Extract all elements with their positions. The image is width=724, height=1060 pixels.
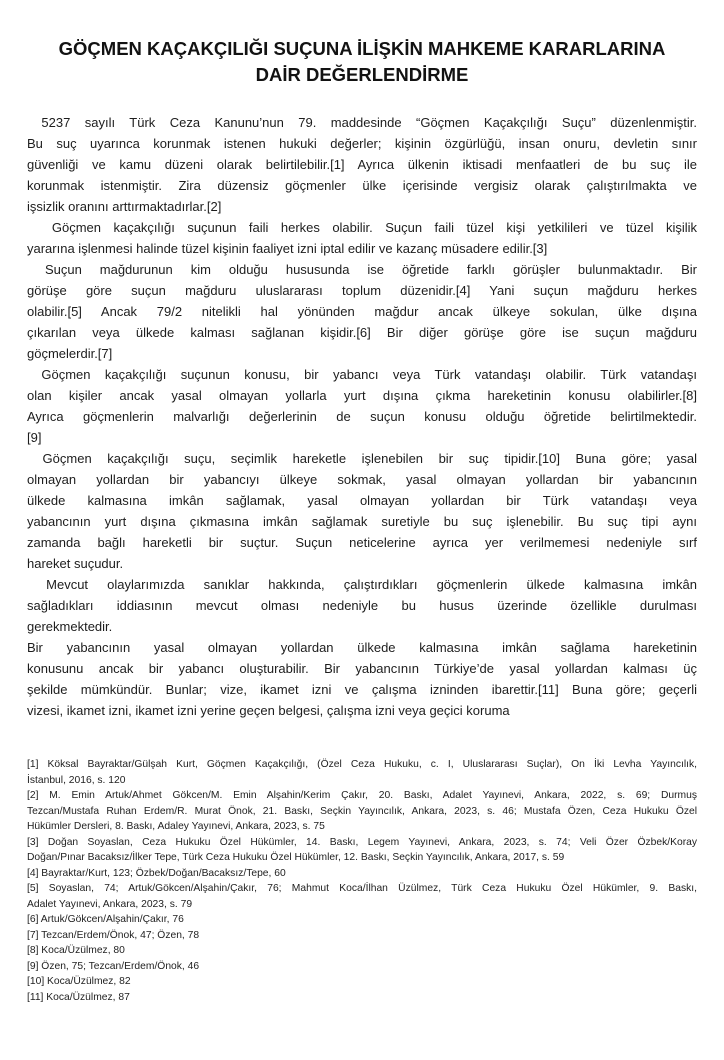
text-line: [9] — [27, 430, 42, 445]
text-line: Mevcut olaylarımızda sanıklar hakkında, çalıştırdıkları göçmenlerin ülkede kalmasına imkân — [27, 577, 697, 592]
paragraph — [27, 448, 697, 574]
page-body — [0, 36, 724, 1060]
text-line: Adalet Yayınevi, Ankara, 2023, s. 79 — [27, 898, 193, 910]
page-title: GÖÇMEN KAÇAKÇILIĞI SUÇUNA İLİŞKİN MAHKEME KARARLARINA DAİR DEĞERLENDİRME — [58, 38, 666, 85]
paragraph — [27, 637, 697, 721]
text-line: [10] Koca/Üzülmez, 82 — [27, 976, 131, 987]
text-line: sağladıkları iddiasının mevcut olması nedeniyle bu husus üzerinde özellikle durulması — [27, 598, 697, 613]
text-line: Suçun mağdurunun kim olduğu hususunda ise öğretide farklı görüşler bulunmaktadır. Bir — [27, 262, 697, 277]
text-line: yararına işlenmesi halinde tüzel kişinin faaliyet izni iptal edilir ve kazanç müsadere edilir.[3] — [27, 241, 548, 256]
text-line: [9] Özen, 75; Tezcan/Erdem/Önok, 46 — [27, 960, 200, 972]
body-text — [27, 112, 697, 721]
text-line: [3] Doğan Soyaslan, Ceza Hukuku Özel Hükümler, 14. Baskı, Legem Yayınevi, Ankara, 2023, s. 74; Veli Özer Özbek/Koray — [27, 836, 697, 848]
paragraph — [27, 112, 697, 217]
text-line: olmayan yollardan bir yabancıyı ülkeye sokmak, yasal olmayan yollardan bir yabancının — [27, 472, 697, 487]
text-line: görüşe göre suçun mağduru uluslararası toplum düzenidir.[4] Yani suçun mağduru herkes — [27, 283, 697, 298]
footnote-item — [27, 835, 697, 866]
text-line: gerekmektedir. — [27, 619, 113, 634]
text-line: Bir yabancının yasal olmayan yollardan ülkede kalmasına imkân sağlama hareketinin — [27, 640, 697, 655]
document-canvas — [0, 36, 724, 1060]
footnote-item — [27, 866, 697, 882]
text-line: Ayrıca göçmenlerin malvarlığı değerlerinin de suçun konusu olduğu öğretide belirtilmektedir. — [27, 409, 697, 424]
text-line: Doğan/Pınar Bacaksız/İlker Tepe, Türk Ceza Hukuku Özel Hükümler, 12. Baskı, Seçkin Yayıncılık, Ankara, 2017, s. 59 — [27, 852, 565, 863]
footnote-item — [27, 990, 697, 1006]
text-line: [6] Artuk/Gökcen/Alşahin/Çakır, 76 — [27, 914, 184, 925]
text-line: olabilir.[5] Ancak 79/2 nitelikli hal yönünden mağdur ancak ülkeye sokulan, ülke dışına — [27, 304, 697, 319]
text-line: [4] Bayraktar/Kurt, 123; Özbek/Doğan/Bacaksız/Tepe, 60 — [27, 867, 286, 879]
text-line: [1] Köksal Bayraktar/Gülşah Kurt, Göçmen Kaçakçılığı, (Özel Ceza Hukuku, c. I, Uluslararası Suçlar), On İki Levha Yayıncılık, — [27, 759, 697, 770]
footnote-item — [27, 757, 697, 788]
text-line: olan kişiler ancak yasal olmayan yollarla yurt dışına çıkma hareketinin konusu olabilirler.[8] — [27, 388, 697, 403]
text-line: güvenliği ve kamu düzeni olarak belirtilebilir.[1] Ayrıca ülkenin iktisadi menfaatleri de bu suç ile — [27, 157, 697, 172]
footnote-item — [27, 881, 697, 912]
text-line: [5] Soyaslan, 74; Artuk/Gökcen/Alşahin/Çakır, 76; Mahmut Koca/İlhan Üzülmez, Türk Ceza Hukuku Özel Hükümler, 9. Baskı, — [27, 883, 697, 894]
text-line: işsizlik oranını arttırmaktadırlar.[2] — [27, 199, 222, 214]
paragraph — [27, 574, 697, 637]
text-line: Hükümler Dersleri, 8. Baskı, Adaley Yayınevi, Ankara, 2023, s. 75 — [27, 821, 325, 832]
footnote-item — [27, 959, 697, 975]
footnote-item — [27, 974, 697, 990]
text-line: Göçmen kaçakçılığı suçunun konusu, bir yabancı veya Türk vatandaşı olabilir. Türk vatandaşı — [27, 367, 697, 382]
text-line: Bu suç uyarınca korunmak istenen hukuki değerler; kişinin özgürlüğü, insan onuru, devletin sınır — [27, 136, 697, 151]
footnote-item — [27, 912, 697, 928]
text-line: şekilde mümkündür. Bunlar; vize, ikamet izni ve çalışma izninden ibarettir.[11] Buna göre; geçerli — [27, 682, 697, 697]
text-line: yabancının yurt dışına çıkmasına imkân sağlamak suretiyle bu suç işlenebilir. Bu suç tipi aynı — [27, 514, 697, 529]
text-line: korunmak istenmiştir. Zira düzensiz göçmenler ülke içerisinde vergisiz olarak çalıştırılmakta ve — [27, 178, 697, 193]
paragraph — [27, 217, 697, 259]
paragraph — [27, 259, 697, 364]
text-line: [11] Koca/Üzülmez, 87 — [27, 991, 130, 1003]
text-line: 5237 sayılı Türk Ceza Kanunu’nun 79. maddesinde “Göçmen Kaçakçılığı Suçu” düzenlenmiştir. — [27, 115, 697, 130]
text-line: Göçmen kaçakçılığı suçu, seçimlik hareketle işlenebilen bir suç tipidir.[10] Buna göre; yasal — [27, 451, 697, 466]
text-line: konusunu ancak bir yabancı oluşturabilir. Bir yabancının Türkiye’de yasal yollardan kalması üç — [27, 661, 697, 676]
footnote-item — [27, 788, 697, 835]
text-line: İstanbul, 2016, s. 120 — [27, 774, 126, 786]
text-line: ülkede kalmasına imkân sağlamak, yasal olmayan yollardan bir Türk vatandaşı veya — [27, 493, 697, 508]
paragraph — [27, 364, 697, 448]
footnote-item — [27, 943, 697, 959]
text-line: [7] Tezcan/Erdem/Önok, 47; Özen, 78 — [27, 929, 200, 941]
text-line: göçmelerdir.[7] — [27, 346, 113, 361]
text-line: vizesi, ikamet izni, ikamet izni yerine geçen belgesi, çalışma izni veya geçici koruma — [27, 703, 510, 718]
footnotes — [27, 757, 697, 1005]
text-line: Göçmen kaçakçılığı suçunun faili herkes olabilir. Suçun faili tüzel kişi yetkilileri ve tüzel kişilik — [27, 220, 697, 235]
text-line: [8] Koca/Üzülmez, 80 — [27, 945, 125, 956]
text-line: Tezcan/Mustafa Ruhan Erdem/R. Murat Önok, 21. Baskı, Seçkin Yayıncılık, Ankara, 2023, s. 46; Mustafa Özen, Ceza Hukuku Özel — [27, 805, 697, 817]
text-line: [2] M. Emin Artuk/Ahmet Gökcen/M. Emin Alşahin/Kerim Çakır, 20. Baskı, Adalet Yayınevi, Ankara, 2022, s. 69; Durmuş — [27, 790, 697, 801]
text-line: hareket suçudur. — [27, 556, 124, 571]
text-line: çıkarılan veya ülkede kalması sağlanan kişidir.[6] Bir diğer görüşe göre ise suçun mağduru — [27, 325, 697, 340]
text-line: zamanda bağlı hareketli bir suçtur. Suçun neticelerine ayrıca yer verilmemesi nedeniyle sırf — [27, 535, 697, 550]
footnote-item — [27, 928, 697, 944]
